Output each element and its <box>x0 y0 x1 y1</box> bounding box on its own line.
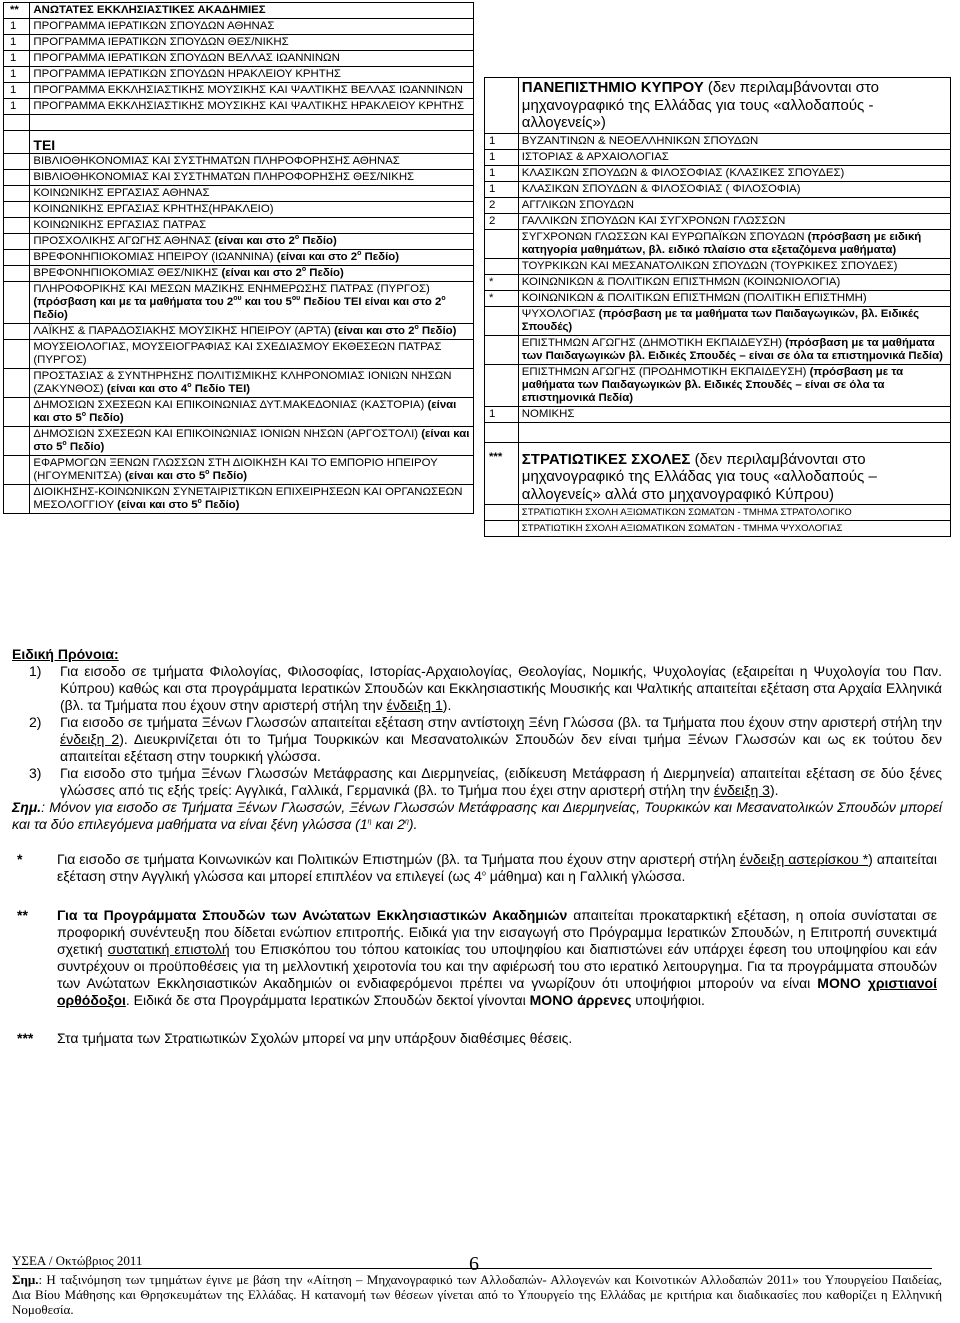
department-name: ΠΡΟΣΤΑΣΙΑΣ & ΣΥΝΤΗΡΗΣΗΣ ΠΟΛΙΤΙΣΜΙΚΗΣ ΚΛΗΡΟΝΟΜΙΑΣ ΙΟΝΙΩΝ ΝΗΣΩΝ (ΖΑΚΥΝΘΟΣ) (είναι και στο $4^o$ Πεδίο ΤΕΙ) <box>30 369 474 398</box>
department-name: ΕΠΙΣΤΗΜΩΝ ΑΓΩΓΗΣ (ΔΗΜΟΤΙΚΗ ΕΚΠΑΙΔΕΥΣΗ) (πρόσβαση με τα μαθήματα των Παιδαγωγικών βλ. Ειδικές Σπουδές – είναι σε όλα τα επιστημονικά Πεδία) <box>518 335 950 364</box>
empty-cell <box>4 266 30 282</box>
department-name: ΚΟΙΝΩΝΙΚΩΝ & ΠΟΛΙΤΙΚΩΝ ΕΠΙΣΤΗΜΩΝ (ΚΟΙΝΩΝΙΟΛΟΓΙΑ) <box>518 274 950 290</box>
row-marker <box>485 229 519 258</box>
table-row <box>4 218 474 234</box>
row-marker: 1 <box>485 165 519 181</box>
empty-cell <box>30 115 474 131</box>
row-marker: * <box>485 290 519 306</box>
empty-cell <box>485 422 519 442</box>
empty-cell <box>4 398 30 427</box>
department-name: ΛΑΪΚΗΣ & ΠΑΡΑΔΟΣΙΑΚΗΣ ΜΟΥΣΙΚΗΣ ΗΠΕΙΡΟΥ (ΑΡΤΑ) (είναι και στο $2^o$ Πεδίο) <box>30 324 474 340</box>
table-row <box>485 521 951 537</box>
program-name: ΠΡΟΓΡΑΜΜΑ ΙΕΡΑΤΙΚΩΝ ΣΠΟΥΔΩΝ ΑΘΗΝΑΣ <box>30 19 474 35</box>
table-row <box>485 133 951 149</box>
table-row <box>4 51 474 67</box>
table-row <box>4 67 474 83</box>
star-note-1: * Για εισοδο σε τμήματα Κοινωνικών και Πολιτικών Επιστημών (βλ. τα Τμήματα που έχουν στην αριστερή στήλη ένδειξη αστερίσκου *) απαιτείται εξέταση στην Αγγλική γλώσσα και μπορεί επιπλέον να επιλεγεί (ως $4^o$ μάθημα) και η Γαλλική γλώσσα. <box>17 851 938 884</box>
department-name: ΤΟΥΡΚΙΚΩΝ ΚΑΙ ΜΕΣΑΝΑΤΟΛΙΚΩΝ ΣΠΟΥΔΩΝ (ΤΟΥΡΚΙΚΕΣ ΣΠΟΥΔΕΣ) <box>518 258 950 274</box>
table-row <box>4 170 474 186</box>
empty-cell <box>4 131 30 154</box>
table-row <box>4 19 474 35</box>
department-name: ΔΗΜΟΣΙΩΝ ΣΧΕΣΕΩΝ ΚΑΙ ΕΠΙΚΟΙΝΩΝΙΑΣ ΔΥΤ.ΜΑΚΕΔΟΝΙΑΣ (ΚΑΣΤΟΡΙΑ) (είναι και στο $5^o$ Πεδίο) <box>30 398 474 427</box>
row-marker <box>485 306 519 335</box>
row-marker <box>485 335 519 364</box>
table-row <box>485 197 951 213</box>
table-row <box>485 306 951 335</box>
left-programs-table <box>3 2 474 514</box>
empty-cell <box>4 340 30 369</box>
table-row <box>4 340 474 369</box>
note-item: 2) Για εισοδο σε τμήματα Ξένων Γλωσσών απαιτείται εξέταση στην αντίστοιχη Ξένη Γλώσσα (βλ. τα Τμήματα που έχουν στην αριστερή στήλη την ένδειξη 2). Διευκρινίζεται ότι το Τμήμα Τουρκικών και Μεσανατολικών Σπουδών δεν είναι τμήμα Ξένων Γλωσσών και ως εκ τούτου δεν απαιτείται εξέταση στην τουρκική γλώσσα. <box>29 714 942 764</box>
empty-cell <box>4 234 30 250</box>
department-name: ΣΤΡΑΤΙΩΤΙΚΗ ΣΧΟΛΗ ΑΞΙΩΜΑΤΙΚΩΝ ΣΩΜΑΤΩΝ - ΤΜΗΜΑ ΣΤΡΑΤΟΛΟΓΙΚΟ <box>518 505 950 521</box>
empty-cell <box>4 250 30 266</box>
table-row <box>4 131 474 154</box>
table-row <box>4 266 474 282</box>
row-marker: 1 <box>485 181 519 197</box>
department-name: ΠΡΟΣΧΟΛΙΚΗΣ ΑΓΩΓΗΣ ΑΘΗΝΑΣ (είναι και στο $2^o$ Πεδίο) <box>30 234 474 250</box>
department-name: ΚΛΑΣΙΚΩΝ ΣΠΟΥΔΩΝ & ΦΙΛΟΣΟΦΙΑΣ ( ΦΙΛΟΣΟΦΙΑ) <box>518 181 950 197</box>
program-name: ΠΡΟΓΡΑΜΜΑ ΕΚΚΛΗΣΙΑΣΤΙΚΗΣ ΜΟΥΣΙΚΗΣ ΚΑΙ ΨΑΛΤΙΚΗΣ ΒΕΛΛΑΣ ΙΩΑΝΝΙΝΩΝ <box>30 83 474 99</box>
department-name: ΚΟΙΝΩΝΙΚΗΣ ΕΡΓΑΣΙΑΣ ΚΡΗΤΗΣ(ΗΡΑΚΛΕΙΟ) <box>30 202 474 218</box>
table-row <box>485 149 951 165</box>
table-row <box>485 505 951 521</box>
table-row <box>485 274 951 290</box>
note-item: 1) Για εισοδο σε τμήματα Φιλολογίας, Φιλοσοφίας, Ιστορίας-Αρχαιολογίας, Θεολογίας, Νομικής, Ψυχολογίας (εξαιρείται η Ψυχολογία του Παν. Κύπρου) καθώς και στα προγράμματα Ιερατικών Σπουδών και Εκκλησιαστικής Μουσικής και Ψαλτικής απαιτείται εξέταση στα Αρχαία Ελληνικά (βλ. τα Τμήματα που έχουν στην αριστερή στήλη την ένδειξη 1). <box>29 663 942 713</box>
department-name: ΑΓΓΛΙΚΩΝ ΣΠΟΥΔΩΝ <box>518 197 950 213</box>
empty-cell <box>485 521 519 537</box>
row-marker: 1 <box>4 19 30 35</box>
table-row <box>4 456 474 485</box>
table-row <box>485 213 951 229</box>
right-programs-table <box>484 77 951 537</box>
department-name: ΔΗΜΟΣΙΩΝ ΣΧΕΣΕΩΝ ΚΑΙ ΕΠΙΚΟΙΝΩΝΙΑΣ ΙΟΝΙΩΝ ΝΗΣΩΝ (ΑΡΓΟΣΤΟΛΙ) (είναι και στο $5^o$ Πεδίο) <box>30 427 474 456</box>
star-note-3: *** Στα τμήματα των Στρατιωτικών Σχολών μπορεί να μην υπάρξουν διαθέσιμες θέσεις. <box>17 1030 573 1046</box>
table-row <box>4 99 474 115</box>
empty-cell <box>485 505 519 521</box>
program-name: ΠΡΟΓΡΑΜΜΑ ΙΕΡΑΤΙΚΩΝ ΣΠΟΥΔΩΝ ΒΕΛΛΑΣ ΙΩΑΝΝΙΝΩΝ <box>30 51 474 67</box>
department-name: ΚΟΙΝΩΝΙΚΗΣ ΕΡΓΑΣΙΑΣ ΑΘΗΝΑΣ <box>30 186 474 202</box>
department-name: ΕΦΑΡΜΟΓΩΝ ΞΕΝΩΝ ΓΛΩΣΣΩΝ ΣΤΗ ΔΙΟΙΚΗΣΗ ΚΑΙ ΤΟ ΕΜΠΟΡΙΟ ΗΠΕΙΡΟΥ (ΗΓΟΥΜΕΝΙΤΣΑ) (είναι και στο $5^o$ Πεδίο) <box>30 456 474 485</box>
department-name: ΕΠΙΣΤΗΜΩΝ ΑΓΩΓΗΣ (ΠΡΟΔΗΜΟΤΙΚΗ ΕΚΠΑΙΔΕΥΣΗ) (πρόσβαση με τα μαθήματα των Παιδαγωγικών βλ. Ειδικές Σπουδές – είναι σε όλα τα επιστημονικά Πεδία) <box>518 364 950 406</box>
program-name: ΠΡΟΓΡΑΜΜΑ ΙΕΡΑΤΙΚΩΝ ΣΠΟΥΔΩΝ ΘΕΣ/ΝΙΚΗΣ <box>30 35 474 51</box>
table-row <box>485 335 951 364</box>
department-name: ΚΟΙΝΩΝΙΚΩΝ & ΠΟΛΙΤΙΚΩΝ ΕΠΙΣΤΗΜΩΝ (ΠΟΛΙΤΙΚΗ ΕΠΙΣΤΗΜΗ) <box>518 290 950 306</box>
table-row <box>485 406 951 422</box>
program-name: ΠΡΟΓΡΑΜΜΑ ΕΚΚΛΗΣΙΑΣΤΙΚΗΣ ΜΟΥΣΙΚΗΣ ΚΑΙ ΨΑΛΤΙΚΗΣ ΗΡΑΚΛΕΙΟΥ ΚΡΗΤΗΣ <box>30 99 474 115</box>
empty-cell <box>485 78 519 134</box>
table-row <box>4 154 474 170</box>
footer-remark: Σημ.: Η ταξινόμηση των τμημάτων έγινε με βάση την «Αίτηση – Μηχανογραφικό των Αλλοδαπών- Αλλογενών και Κοινοτικών Αλλοδαπών 2011» του Υπουργείου Παιδείας, Δια Βίου Μάθησης και Θρησκευμάτων της Ελλάδας. Η κατανομή των θέσεων γίνεται από το Υπουργείο της Ελλάδας με κριτήρια και διαδικασίες που καθορίζει η Ελληνική Νομοθεσία. <box>12 1272 942 1317</box>
department-name: ΚΟΙΝΩΝΙΚΗΣ ΕΡΓΑΣΙΑΣ ΠΑΤΡΑΣ <box>30 218 474 234</box>
table-row <box>4 250 474 266</box>
row-marker: ** <box>4 3 30 19</box>
table-row <box>4 427 474 456</box>
empty-cell <box>4 202 30 218</box>
department-name: ΔΙΟΙΚΗΣΗΣ-ΚΟΙΝΩΝΙΚΩΝ ΣΥΝΕΤΑΙΡΙΣΤΙΚΩΝ ΕΠΙΧΕΙΡΗΣΕΩΝ ΚΑΙ ΟΡΓΑΝΩΣΕΩΝ ΜΕΣΟΛΟΓΓΙΟΥ (είναι και στο $5^o$ Πεδίο) <box>30 485 474 514</box>
star-note-2: ** Για τα Προγράμματα Σπουδών των Ανώτατων Εκκλησιαστικών Ακαδημιών απαιτείται προκαταρκτική εξέταση, η οποία συνίσταται σε προφορική συνέντευξη που δίδεται ενώπιον επιτροπής. Ειδικά για την εισαγωγή στο Πρόγραμμα Ιερατικών Σπουδών, η Επιτροπή συνεκτιμά σχετική συστατική επιστολή του Επισκόπου του τόπου κατοικίας του υποψηφίου και διαπιστώνει εάν υπάρχει έφεση του υποψηφίου και εάν συντρέχουν οι προϋποθέσεις για τη μελλοντική χειροτονία του και την αφιέρωσή του στο ιερατικό λειτουργημα. Για τα προγράμματα σπουδών των Ανώτατων Εκκλησιαστικών Ακαδημιών οι ενδιαφερόμενοι πρέπει να γνωρίζουν ότι υποψήφιοι μπορούν να είναι ΜΟΝΟ χριστιανοί ορθόδοξοι. Ειδικά δε στα Προγράμματα Ιερατικών Σπουδών δεκτοί γίνονται ΜΟΝΟ άρρενες υποψήφιοι. <box>17 907 938 1008</box>
empty-cell <box>4 324 30 340</box>
table-row <box>4 398 474 427</box>
empty-cell <box>4 427 30 456</box>
empty-cell <box>4 456 30 485</box>
cyprus-university-heading: ΠΑΝΕΠΙΣΤΗΜΙΟ ΚΥΠΡΟΥ (δεν περιλαμβάνονται στο μηχανογραφικό της Ελλάδας για τους «αλλοδαπούς - αλλογενείς») <box>518 78 950 134</box>
table-row <box>485 181 951 197</box>
row-marker: *** <box>485 442 519 505</box>
table-row <box>4 83 474 99</box>
row-marker <box>485 364 519 406</box>
table-row <box>4 35 474 51</box>
page-number: 6 <box>469 1253 479 1275</box>
table-row <box>4 3 474 19</box>
empty-cell <box>4 154 30 170</box>
tei-heading: ΤΕΙ <box>30 131 474 154</box>
empty-cell <box>4 218 30 234</box>
table-row <box>485 78 951 134</box>
footer-divider <box>12 1268 932 1269</box>
department-name: ΒΥΖΑΝΤΙΝΩΝ & ΝΕΟΕΛΛΗΝΙΚΩΝ ΣΠΟΥΔΩΝ <box>518 133 950 149</box>
department-name: ΝΟΜΙΚΗΣ <box>518 406 950 422</box>
table-row <box>485 258 951 274</box>
department-name: ΒΡΕΦΟΝΗΠΙΟΚΟΜΙΑΣ ΘΕΣ/ΝΙΚΗΣ (είναι και στο $2^o$ Πεδίο) <box>30 266 474 282</box>
table-row <box>4 282 474 324</box>
table-row <box>4 234 474 250</box>
department-name: ΒΙΒΛΙΟΘΗΚΟΝΟΜΙΑΣ ΚΑΙ ΣΥΣΤΗΜΑΤΩΝ ΠΛΗΡΟΦΟΡΗΣΗΣ ΑΘΗΝΑΣ <box>30 154 474 170</box>
department-name: ΒΡΕΦΟΝΗΠΙΟΚΟΜΙΑΣ ΗΠΕΙΡΟΥ (ΙΩΑΝΝΙΝΑ) (είναι και στο $2^o$ Πεδίο) <box>30 250 474 266</box>
row-marker: * <box>485 274 519 290</box>
department-name: ΙΣΤΟΡΙΑΣ & ΑΡΧΑΙΟΛΟΓΙΑΣ <box>518 149 950 165</box>
program-name: ΠΡΟΓΡΑΜΜΑ ΙΕΡΑΤΙΚΩΝ ΣΠΟΥΔΩΝ ΗΡΑΚΛΕΙΟΥ ΚΡΗΤΗΣ <box>30 67 474 83</box>
department-name: ΣΥΓΧΡΟΝΩΝ ΓΛΩΣΣΩΝ ΚΑΙ ΕΥΡΩΠΑΪΚΩΝ ΣΠΟΥΔΩΝ (πρόσβαση με ειδική κατηγορία μαθημάτων, βλ. ειδικό πλαίσιο στα εξεταζόμενα μαθήματα) <box>518 229 950 258</box>
row-marker: 2 <box>485 213 519 229</box>
row-marker: 1 <box>4 51 30 67</box>
empty-cell <box>4 115 30 131</box>
row-marker: 1 <box>4 35 30 51</box>
department-name: ΜΟΥΣΕΙΟΛΟΓΙΑΣ, ΜΟΥΣΕΙΟΓΡΑΦΙΑΣ ΚΑΙ ΣΧΕΔΙΑΣΜΟΥ ΕΚΘΕΣΕΩΝ ΠΑΤΡΑΣ (ΠΥΡΓΟΣ) <box>30 340 474 369</box>
empty-cell <box>4 369 30 398</box>
empty-row <box>485 422 951 442</box>
table-row <box>4 202 474 218</box>
note-item: 3) Για εισοδο στο τμήμα Ξένων Γλωσσών Μετάφρασης και Διερμηνείας, (ειδίκευση Μετάφραση ή Διερμηνεία) απαιτείται εξέταση σε δύο ξένες γλώσσες από τις εξής τρείς: Αγγλικά, Γαλλικά, Γερμανικά (βλ. το Τμήμα που έχει στην αριστερή στήλη την ένδειξη 3). <box>29 765 942 798</box>
department-name: ΣΤΡΑΤΙΩΤΙΚΗ ΣΧΟΛΗ ΑΞΙΩΜΑΤΙΚΩΝ ΣΩΜΑΤΩΝ - ΤΜΗΜΑ ΨΥΧΟΛΟΓΙΑΣ <box>518 521 950 537</box>
row-marker: 1 <box>4 99 30 115</box>
table-row <box>4 369 474 398</box>
empty-row <box>4 115 474 131</box>
section-heading: ΑΝΩΤΑΤΕΣ ΕΚΚΛΗΣΙΑΣΤΙΚΕΣ ΑΚΑΔΗΜΙΕΣ <box>30 3 474 19</box>
table-row <box>485 442 951 505</box>
empty-cell <box>4 485 30 514</box>
empty-cell <box>4 282 30 324</box>
military-schools-heading: ΣΤΡΑΤΙΩΤΙΚΕΣ ΣΧΟΛΕΣ (δεν περιλαμβάνονται στο μηχανογραφικό της Ελλάδας για τους «αλλοδαπούς – αλλογενείς» αλλά στο μηχανογραφικό Κύπρου) <box>518 442 950 505</box>
row-marker <box>485 258 519 274</box>
department-name: ΓΑΛΛΙΚΩΝ ΣΠΟΥΔΩΝ ΚΑΙ ΣΥΓΧΡΟΝΩΝ ΓΛΩΣΣΩΝ <box>518 213 950 229</box>
department-name: ΠΛΗΡΟΦΟΡΙΚΗΣ ΚΑΙ ΜΕΣΩΝ ΜΑΖΙΚΗΣ ΕΝΗΜΕΡΩΣΗΣ ΠΑΤΡΑΣ (ΠΥΡΓΟΣ) (πρόσβαση και με τα μαθήματα του $2^{o\upsilon}$ και του $5^{o\upsilon}$ Πεδίου ΤΕΙ είναι και στο $2^o$ Πεδίο) <box>30 282 474 324</box>
note-remark: Σημ.: Μόνον για εισοδο σε Τμήματα Ξένων Γλωσσών, Ξένων Γλωσσών Μετάφρασης και Διερμηνείας, Τουρκικών και Μεσανατολικών Σπουδών μπορεί και τα δύο επιλεγόμενα μαθήματα να είναι ξένη γλώσσα ($1^\eta$ και $2^\eta$). <box>12 799 942 832</box>
table-row <box>485 290 951 306</box>
table-row <box>485 364 951 406</box>
department-name: ΚΛΑΣΙΚΩΝ ΣΠΟΥΔΩΝ & ΦΙΛΟΣΟΦΙΑΣ (ΚΛΑΣΙΚΕΣ ΣΠΟΥΔΕΣ) <box>518 165 950 181</box>
row-marker: 1 <box>4 83 30 99</box>
table-row <box>485 165 951 181</box>
table-row <box>485 229 951 258</box>
department-name: ΒΙΒΛΙΟΘΗΚΟΝΟΜΙΑΣ ΚΑΙ ΣΥΣΤΗΜΑΤΩΝ ΠΛΗΡΟΦΟΡΗΣΗΣ ΘΕΣ/ΝΙΚΗΣ <box>30 170 474 186</box>
row-marker: 1 <box>485 149 519 165</box>
row-marker: 1 <box>485 406 519 422</box>
row-marker: 2 <box>485 197 519 213</box>
department-name: ΨΥΧΟΛΟΓΙΑΣ (πρόσβαση με τα μαθήματα των Παιδαγωγικών, βλ. Ειδικές Σπουδές) <box>518 306 950 335</box>
empty-cell <box>4 170 30 186</box>
special-provision-notes <box>12 646 942 833</box>
footer-left: ΥΣΕΑ / Οκτώβριος 2011 <box>12 1253 143 1268</box>
notes-heading: Ειδική Πρόνοια: <box>12 646 119 662</box>
table-row <box>4 186 474 202</box>
empty-cell <box>4 186 30 202</box>
empty-cell <box>518 422 950 442</box>
table-row <box>4 485 474 514</box>
row-marker: 1 <box>4 67 30 83</box>
row-marker: 1 <box>485 133 519 149</box>
table-row <box>4 324 474 340</box>
